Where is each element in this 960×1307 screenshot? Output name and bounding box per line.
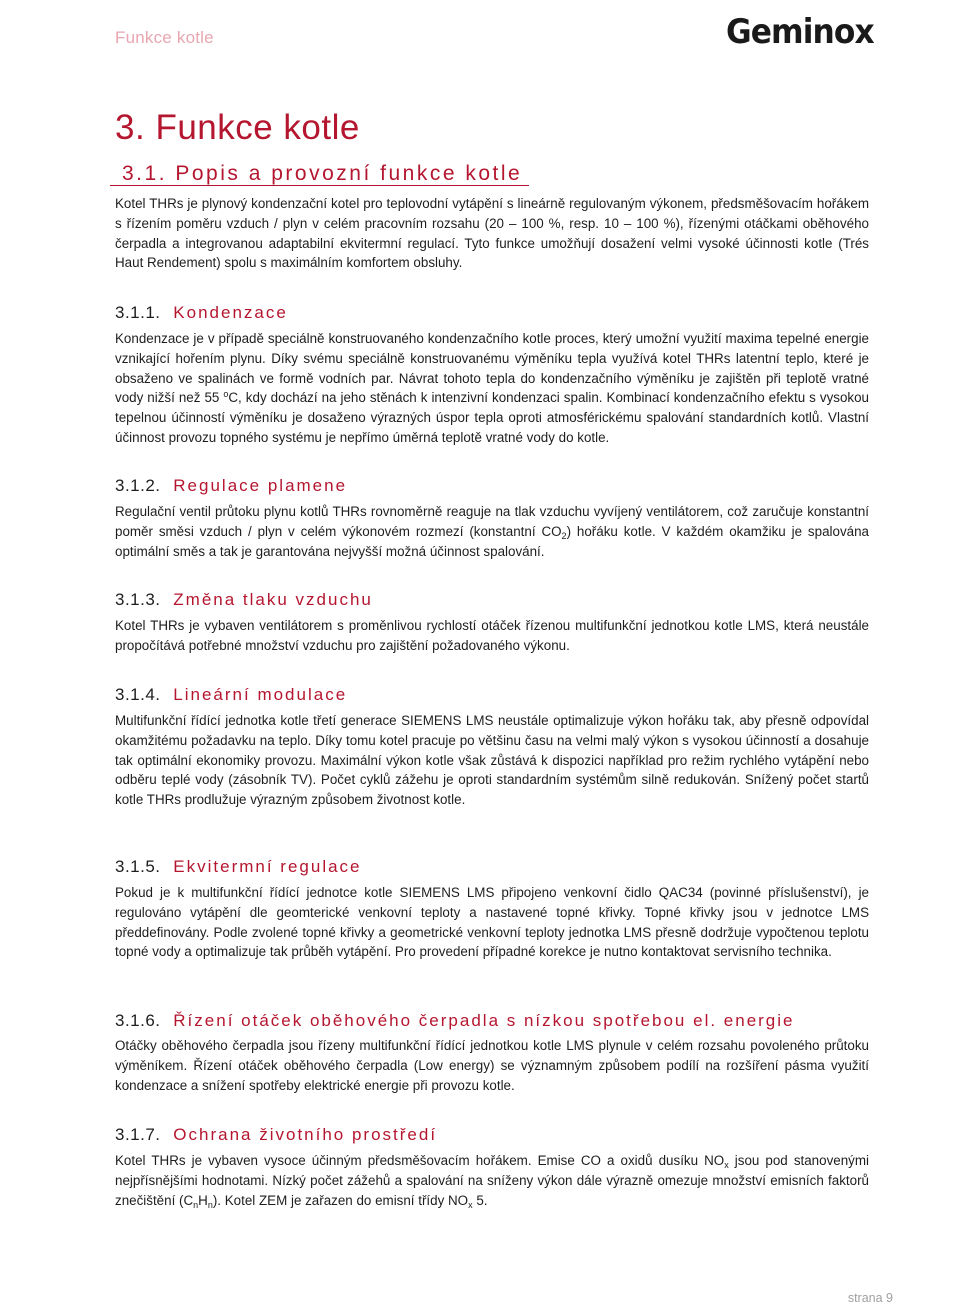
- subsection-number: 3.1.3.: [115, 590, 161, 609]
- subsection-paragraph-ekvitermni-regulace: Pokud je k multifunkční řídící jednotce kotle SIEMENS LMS připojeno venkovní čidlo QAC34 (povinné příslušenství), je regulováno vytápění dle geomterické venkovní teploty a nastavené topné křivky. Topné křivky jsou v jednotce LMS předdefinovány. Podle zvolené topné křivky a geometrické venkovní teploty jednotka LMS přesně dodržuje vypočtenou teplotu topné vody a optimalizuje tak průběh vytápění. Pro provedení případné korekce je nutno kontaktovat servisního technika.: [115, 885, 869, 960]
- subsection-heading-linearni-modulace: [115, 685, 347, 705]
- section-title: [122, 162, 522, 186]
- chapter-title-text: Funkce kotle: [155, 108, 360, 147]
- chapter-number: 3.: [115, 108, 146, 147]
- subsection-number: 3.1.1.: [115, 303, 161, 322]
- subsection-heading-rizeni-otacek: [115, 1011, 795, 1031]
- section-underline: [110, 185, 529, 186]
- subsection-heading-ochrana-prostredi: [115, 1125, 437, 1145]
- subsection-number: 3.1.2.: [115, 476, 161, 495]
- subsection-title: Ochrana životního prostředí: [173, 1125, 438, 1144]
- subsection-paragraph-rizeni-otacek: Otáčky oběhového čerpadla jsou řízeny multifunkční řídící jednotkou kotle LMS plynule v celém rozsahu povoleného průtoku výměníkem. Řízení otáček oběhového čerpadla (Low energy) se významným způsobem podílí na rozšíření pásma využití kondenzace a snížení spotřeby elektrické energie při provozu kotle.: [115, 1038, 869, 1093]
- subsection-number: 3.1.7.: [115, 1125, 161, 1144]
- section-number: 3.1.: [122, 162, 168, 185]
- geminox-logo: Geminox: [726, 12, 874, 52]
- subsection-number: 3.1.5.: [115, 857, 161, 876]
- subsection-heading-zmena-tlaku: [115, 590, 373, 610]
- subsection-heading-kondenzace: [115, 303, 288, 323]
- subsection-paragraph-regulace-plamene: Regulační ventil průtoku plynu kotlů THRs rovnoměrně reaguje na tlak vzduchu vyvíjený ventilátorem, což zaručuje konstantní poměr směsi vzduch / plyn v celém výkonovém rozmezí (konstantní $CO_2$) hořáku kotle. V každém okamžiku je spalována optimální směs a tak je garantována nejvyšší možná účinnost spalování.: [115, 504, 869, 559]
- subsection-number: 3.1.4.: [115, 685, 161, 704]
- subsection-paragraph-ochrana-prostredi: Kotel THRs je vybaven vysoce účinným předsměšovacím hořákem. Emise CO a oxidů dusíku $NO_x$ jsou pod stanovenými nejpřísnějšími hodnotami. Nízký počet zážehů a spalování na sníženy výkon dále výrazně omezuje množství emisních faktorů znečištění $(C_nH_n)$. Kotel ZEM je zařazen do emisní třídy $NO_x$ 5.: [115, 1153, 869, 1210]
- subsection-title: Řízení otáček oběhového čerpadla s nízkou spotřebou el. energie: [173, 1011, 795, 1030]
- subsection-title: Změna tlaku vzduchu: [173, 590, 373, 609]
- subsection-title: Kondenzace: [173, 303, 288, 322]
- subsection-title: Regulace plamene: [173, 476, 348, 495]
- section-title-text: Popis a provozní funkce kotle: [175, 162, 523, 185]
- subsection-heading-regulace-plamene: [115, 476, 347, 496]
- subsection-paragraph-linearni-modulace: Multifunkční řídící jednotka kotle třetí generace SIEMENS LMS neustále optimalizuje výkon hořáku tak, aby přesně odpovídal okamžitému požadavku na teplo. Díky tomu kotel pracuje po většinu času na velmi malý výkon s vysokou účinností a dosahuje tak optimální ekonomiky provozu. Maximální výkon kotle však zůstává k dispozici například pro režim rychlého vytápění nebo odběru teplé vody (zásobník TV). Počet cyklů zážehu je oproti standardním systémům silně redukován. Snížený počet startů kotle THRs prodlužuje výrazným způsobem životnost kotle.: [115, 713, 869, 808]
- subsection-heading-ekvitermni-regulace: [115, 857, 362, 877]
- subsection-number: 3.1.6.: [115, 1011, 161, 1030]
- subsection-title: Ekvitermní regulace: [173, 857, 362, 876]
- running-header-title: Funkce kotle: [115, 28, 214, 47]
- subsection-paragraph-kondenzace: Kondenzace je v případě speciálně konstruovaného kondenzačního kotle proces, který umožní využití maxima tepelné energie vznikající hořením plynu. Díky svému speciálně konstruovanému výměníku tepla využívá kotel THRs latentní teplo, které je obsaženo ve spalinách ve formě vodních par. Návrat tohoto tepla do kondenzačního výměníku je zajištěn při teplotě vratné vody nižší než 55 $^o$C, kdy dochází na jeho stěnách k intenzivní kondenzaci spalin. Kombinací kondenzačního efektu s vysokou tepelnou účinností výměníku je dosaženo výrazných úspor tepla oproti atmosférickému spalování standardních kotlů. Vlastní účinnost provozu topného systému je nepřímo úměrná teplotě vratné vody do kotle.: [115, 331, 869, 445]
- subsection-paragraph-zmena-tlaku: Kotel THRs je vybaven ventilátorem s proměnlivou rychlostí otáček řízenou multifunkční jednotkou kotle LMS, která neustále propočítává potřebné množství vzduchu pro zajištění požadovaného výkonu.: [115, 618, 869, 653]
- section-intro-paragraph: Kotel THRs je plynový kondenzační kotel pro teplovodní vytápění s lineárně regulovaným výkonem, předsměšovacím hořákem s řízením poměru vzduch / plyn v celém pracovním rozsahu (20 – 100 %, resp. 10 – 100 %), řízenými otáčkami oběhového čerpadla a integrovanou adaptabilní ekvitermní regulací. Tyto funkce umožňují dosažení velmi vysoké účinnosti kotle (Trés Haut Rendement) spolu s maximálním komfortem obsluhy.: [115, 196, 869, 271]
- chapter-title: [115, 108, 360, 148]
- page-number: strana 9: [847, 1291, 893, 1305]
- subsection-title: Lineární modulace: [173, 685, 348, 704]
